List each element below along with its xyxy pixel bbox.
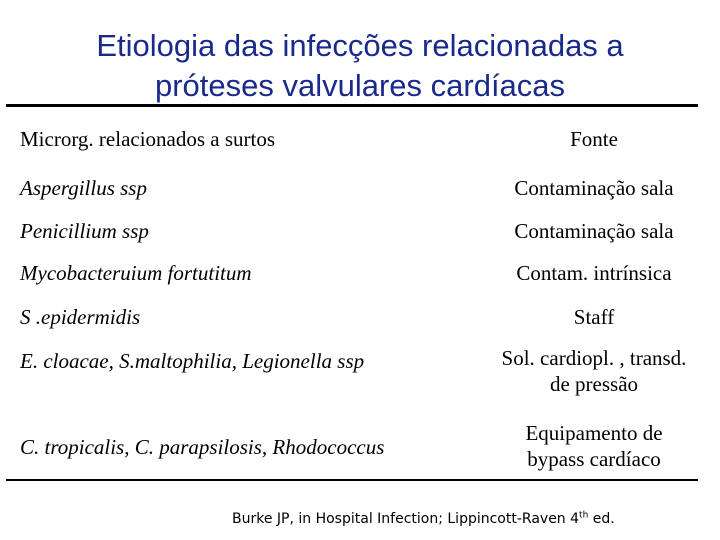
organism-cell: S .epidermidis bbox=[20, 305, 141, 329]
slide-title bbox=[0, 26, 720, 106]
slide-title-line-1: Etiologia das infecções relacionadas a bbox=[96, 28, 624, 63]
source-line: Staff bbox=[573, 305, 615, 329]
source-cell bbox=[486, 218, 702, 244]
citation bbox=[232, 510, 615, 528]
organism-cell: Aspergillus ssp bbox=[20, 176, 147, 200]
source-cell bbox=[486, 420, 702, 472]
source-line: Contaminação sala bbox=[514, 176, 674, 200]
title-divider bbox=[6, 104, 698, 107]
source-line: Contaminação sala bbox=[514, 219, 674, 243]
citation-text: Burke JP, in Hospital Infection; Lippincott-Raven 4 bbox=[232, 511, 580, 527]
source-cell bbox=[486, 175, 702, 201]
source-cell bbox=[486, 345, 702, 397]
source-line: bypass cardíaco bbox=[527, 447, 661, 471]
organism-cell: Penicillium ssp bbox=[20, 219, 149, 243]
citation-superscript: th bbox=[579, 510, 589, 521]
source-line: Equipamento de bbox=[525, 421, 663, 445]
source-line: Sol. cardiopl. , transd. bbox=[501, 346, 687, 370]
organism-cell: C. tropicalis, C. parapsilosis, Rhodococcus bbox=[20, 435, 385, 459]
source-line: de pressão bbox=[549, 372, 639, 396]
column-header-source: Fonte bbox=[570, 127, 618, 151]
table-bottom-divider bbox=[6, 479, 698, 481]
column-header-organism: Microrg. relacionados a surtos bbox=[20, 127, 276, 151]
source-cell bbox=[486, 304, 702, 330]
source-cell bbox=[486, 260, 702, 286]
source-line: Contam. intrínsica bbox=[516, 261, 672, 285]
citation-suffix: ed. bbox=[588, 511, 615, 527]
organism-cell: Mycobacteruium fortutitum bbox=[20, 261, 252, 285]
organism-cell: E. cloacae, S.maltophilia, Legionella ssp bbox=[20, 349, 365, 373]
slide-title-line-2: próteses valvulares cardíacas bbox=[154, 68, 566, 103]
